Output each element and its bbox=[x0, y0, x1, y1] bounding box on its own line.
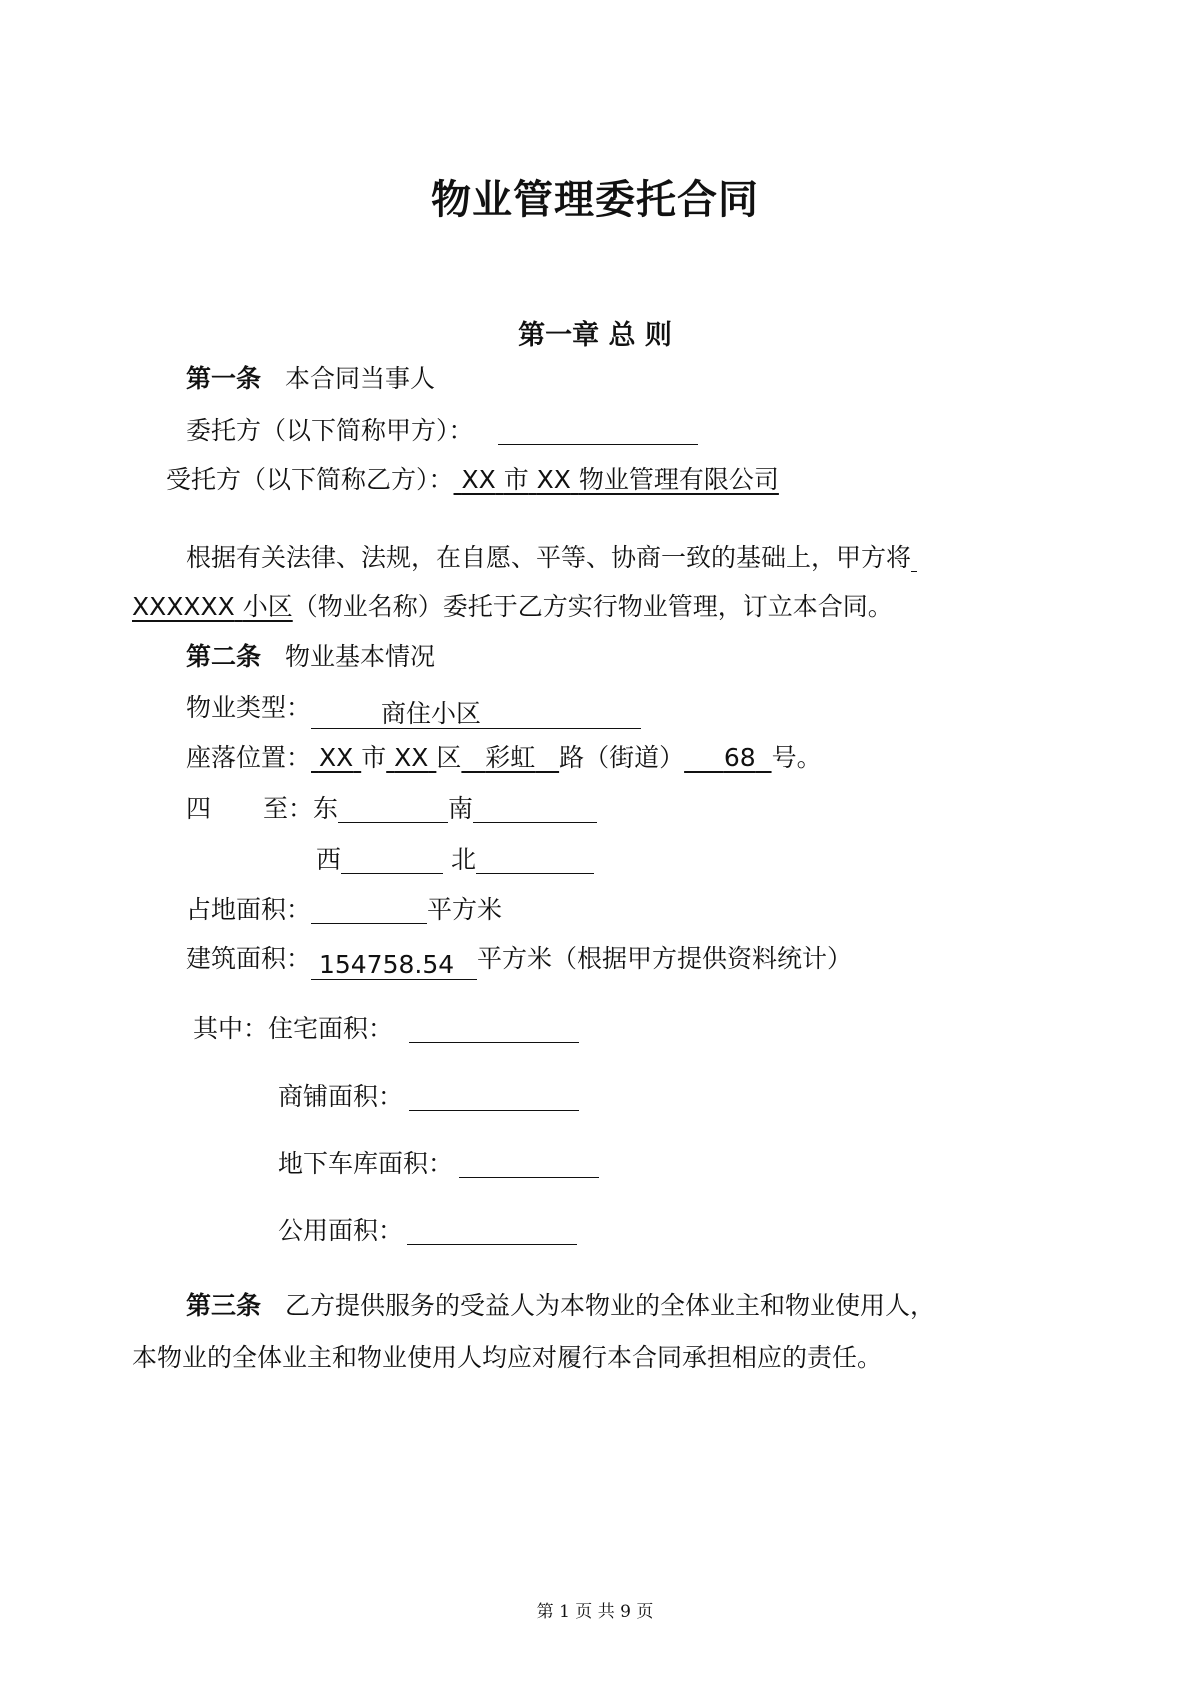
residential-area-blank bbox=[409, 1012, 579, 1043]
east-blank bbox=[338, 792, 448, 823]
article-3-line-2: 本物业的全体业主和物业使用人均应对履行本合同承担相应的责任。 bbox=[132, 1343, 883, 1372]
north-blank bbox=[476, 843, 594, 874]
location-line: 座落位置： XX 市 XX 区 彩虹 路（街道） 68 号。 bbox=[186, 743, 822, 772]
land-area-line: 占地面积： 平方米 bbox=[186, 895, 503, 924]
garage-area-line: 地下车库面积： bbox=[278, 1147, 599, 1180]
basis-line-1: 根据有关法律、法规，在自愿、平等、协商一致的基础上，甲方将 bbox=[186, 541, 917, 574]
article-3-line-1: 第三条 乙方提供服务的受益人为本物业的全体业主和物业使用人， bbox=[186, 1291, 936, 1320]
public-area-blank bbox=[407, 1214, 577, 1245]
article-2-heading bbox=[186, 641, 435, 673]
page-footer: 第 1 页 共 9 页 bbox=[536, 1602, 654, 1622]
article-2-label: 第二条 bbox=[186, 642, 262, 671]
chapter-heading: 第一章 总 则 bbox=[518, 320, 672, 351]
public-area-line: 公用面积： bbox=[278, 1214, 577, 1247]
land-area-blank bbox=[311, 893, 427, 924]
document-title: 物业管理委托合同 bbox=[431, 176, 759, 223]
property-type-value: 商住小区 bbox=[311, 698, 641, 729]
article-1-label: 第一条 bbox=[186, 364, 262, 393]
shop-area-blank bbox=[409, 1080, 579, 1111]
west-blank bbox=[341, 843, 443, 874]
basis-line-2: XXXXXX 小区（物业名称）委托于乙方实行物业管理，订立本合同。 bbox=[132, 592, 893, 621]
bounds-line-2: 西 北 bbox=[316, 843, 594, 876]
article-3-label: 第三条 bbox=[186, 1291, 262, 1320]
article-2-text: 物业基本情况 bbox=[285, 642, 436, 671]
article-1-text: 本合同当事人 bbox=[285, 364, 436, 393]
property-name: XXXXXX 小区 bbox=[132, 592, 293, 621]
property-type-line: 物业类型： 商住小区 bbox=[186, 692, 641, 729]
party-a-blank bbox=[498, 414, 698, 445]
party-a-label: 委托方（以下简称甲方）： bbox=[186, 416, 474, 445]
article-1-heading bbox=[186, 363, 435, 395]
shop-area-line: 商铺面积： bbox=[278, 1080, 579, 1113]
building-area-value: 154758.54 bbox=[311, 949, 477, 980]
south-blank bbox=[473, 792, 597, 823]
garage-area-blank bbox=[459, 1147, 599, 1178]
building-area-line: 建筑面积： 154758.54 平方米（根据甲方提供资料统计） bbox=[186, 944, 853, 979]
bounds-line-1: 四 至：东 南 bbox=[186, 792, 597, 825]
party-a-line bbox=[186, 414, 698, 447]
party-b-line bbox=[166, 464, 779, 496]
party-b-label: 受托方（以下简称乙方）： bbox=[166, 465, 454, 494]
residential-area-line: 其中：住宅面积： bbox=[193, 1012, 579, 1045]
party-b-name: XX 市 XX 物业管理有限公司 bbox=[461, 465, 779, 494]
